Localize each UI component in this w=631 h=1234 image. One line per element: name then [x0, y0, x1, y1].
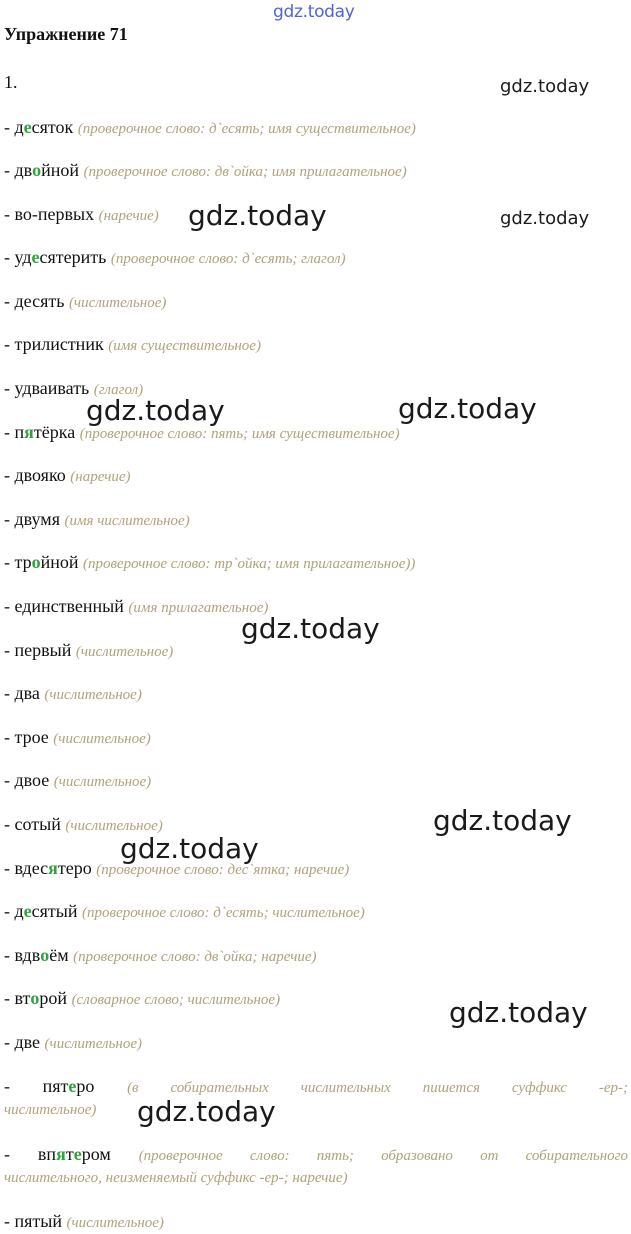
watermark: gdz.today	[398, 392, 537, 425]
watermark: gdz.today	[241, 612, 380, 645]
list-item: - пятый (числительное)	[4, 1211, 164, 1231]
list-item: - пятеро (в собирательных числительных пишется суффикс -ер-; числительное)	[4, 1076, 628, 1118]
watermark: gdz.today	[137, 1095, 276, 1128]
list-item: - удесятерить (проверочное слово: д`есять; глагол)	[4, 247, 346, 267]
watermark: gdz.today	[433, 804, 572, 837]
list-item: - сотый (числительное)	[4, 814, 163, 834]
watermark: gdz.today	[188, 199, 327, 232]
list-item: - два (числительное)	[4, 683, 142, 703]
list-item: - второй (словарное слово; числительное)	[4, 988, 281, 1008]
watermark: gdz.today	[449, 996, 588, 1029]
list-item: - впятером (проверочное слово: пять; образовано от собирательного числительного, неизменяемый суффикс -ер-; наречие)	[4, 1144, 629, 1186]
list-item: - удваивать (глагол)	[4, 378, 144, 398]
list-item: - вдесятеро (проверочное слово: дес`ятка; наречие)	[4, 858, 350, 878]
list-item: - первый (числительное)	[4, 640, 174, 660]
list-item: - тройной (проверочное слово: тр`ойка; имя прилагательное))	[4, 552, 416, 572]
list-item: - трое (числительное)	[4, 727, 151, 747]
list-item: - две (числительное)	[4, 1032, 142, 1052]
list-item: - двойной (проверочное слово: дв`ойка; имя прилагательное)	[4, 160, 407, 180]
watermark: gdz.today	[86, 394, 225, 427]
list-item: - единственный (имя прилагательное)	[4, 596, 269, 616]
page-title: Упражнение 71	[4, 24, 128, 44]
watermark: gdz.today	[500, 76, 590, 97]
list-item: - десять (числительное)	[4, 291, 167, 311]
list-item: - двое (числительное)	[4, 770, 152, 790]
list-item: - вдвоём (проверочное слово: дв`ойка; наречие)	[4, 945, 317, 965]
list-item: - двумя (имя числительное)	[4, 509, 190, 529]
list-item: - двояко (наречие)	[4, 465, 131, 485]
list-item: - десятый (проверочное слово: д`есять; числительное)	[4, 901, 365, 921]
list-item: - десяток (проверочное слово: д`есять; имя существительное)	[4, 117, 416, 137]
list-item: - трилистник (имя существительное)	[4, 334, 261, 354]
list-item: - пятёрка (проверочное слово: пять; имя существительное)	[4, 422, 400, 442]
list-item: - во-первых (наречие)	[4, 204, 159, 224]
watermark: gdz.today	[500, 208, 590, 229]
section-number: 1.	[4, 72, 18, 92]
watermark: gdz.today	[120, 832, 259, 865]
site-logo: gdz.today	[273, 2, 355, 22]
